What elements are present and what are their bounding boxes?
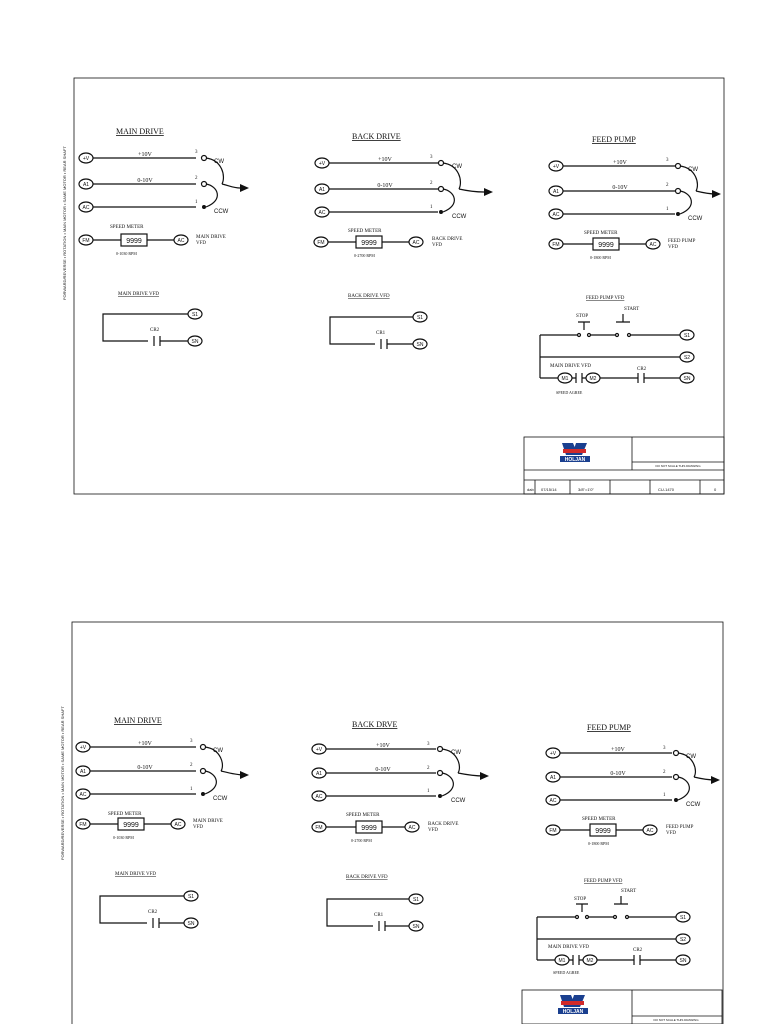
rpm-range: 0-1030 RPM: [116, 251, 137, 256]
terminal-fm: [76, 819, 90, 829]
svg-text:S1: S1: [191, 312, 199, 318]
contact-label: CR2: [633, 948, 643, 953]
main-drive-vfd-control: [100, 872, 198, 928]
label-cw: CW: [451, 750, 461, 756]
contact-label: CR2: [148, 910, 158, 915]
terminal-m1: [558, 373, 572, 383]
svg-text:FM: FM: [549, 828, 557, 834]
svg-text:SN: SN: [191, 339, 199, 345]
pin-3: 3: [427, 742, 430, 747]
terminal-ac-meter: [174, 235, 188, 245]
svg-text:+V: +V: [315, 747, 323, 753]
vfd-label: FEED PUMP: [668, 239, 696, 244]
speed-meter-value: 9999: [361, 240, 377, 247]
svg-text:A1: A1: [315, 771, 323, 777]
terminal-sn: [188, 336, 202, 346]
speed-meter-value: 9999: [123, 822, 139, 829]
rpm-range: 0-2700 RPM: [351, 838, 372, 843]
terminal-fm: [312, 822, 326, 832]
label-0-10v: 0-10V: [375, 767, 391, 773]
terminal-ac: [76, 789, 90, 799]
rpm-range: 0-1800 RPM: [590, 255, 611, 260]
sheet-2: [60, 622, 723, 1024]
svg-text:AC: AC: [549, 798, 557, 804]
control-title: FEED PUMP VFD: [586, 296, 625, 301]
speed-meter-value: 9999: [598, 242, 614, 249]
title-block: [522, 990, 722, 1024]
speed-agree-label: SPEED AGREE: [556, 390, 583, 395]
label-10v: +10V: [613, 160, 627, 166]
terminal-v: [315, 158, 329, 168]
svg-text:SN: SN: [412, 924, 420, 930]
terminal-ac: [549, 209, 563, 219]
terminal-s2: [680, 352, 694, 362]
terminal-sn: [409, 921, 423, 931]
terminal-a1: [549, 186, 563, 196]
label-ccw: CCW: [686, 802, 701, 808]
feed-pump-section: [546, 723, 720, 846]
terminal-sn: [680, 373, 694, 383]
svg-text:+V: +V: [79, 745, 87, 751]
contact-label: CR2: [637, 367, 647, 372]
feed-pump-title: FEED PUMP: [592, 135, 636, 144]
feed-pump-section: [549, 135, 721, 260]
svg-text:AC: AC: [552, 212, 560, 218]
svg-text:VFD: VFD: [668, 245, 679, 250]
speed-meter-label: SPEED METER: [584, 231, 618, 236]
terminal-s1: [409, 894, 423, 904]
terminal-ac-meter: [171, 819, 185, 829]
svg-text:AC: AC: [408, 825, 416, 831]
svg-text:FM: FM: [315, 825, 323, 831]
main-drive-vfd-control: [103, 292, 202, 346]
title-block: [524, 437, 724, 494]
terminal-s1: [680, 330, 694, 340]
main-drive-section: [76, 716, 249, 840]
main-drive-section: [79, 127, 249, 256]
svg-text:M1: M1: [558, 958, 566, 964]
pin-3: 3: [666, 158, 669, 163]
terminal-m1: [555, 955, 569, 965]
pin-1: 1: [190, 787, 193, 792]
main-drive-title: MAIN DRIVE: [116, 127, 164, 136]
svg-text:AC: AC: [79, 792, 87, 798]
svg-text:AC: AC: [174, 822, 182, 828]
terminal-s1: [676, 912, 690, 922]
speed-agree-label: SPEED AGREE: [553, 970, 580, 975]
speed-meter-label: SPEED METER: [348, 229, 382, 234]
svg-text:S1: S1: [416, 315, 424, 321]
terminal-sn: [413, 339, 427, 349]
svg-text:AC: AC: [412, 240, 420, 246]
sheet-border: [72, 622, 723, 1024]
control-title: FEED PUMP VFD: [584, 879, 623, 884]
label-cw: CW: [686, 754, 696, 760]
stop-label: STOP: [574, 897, 587, 902]
terminal-ac: [79, 202, 93, 212]
svg-text:A1: A1: [552, 189, 560, 195]
terminal-a1: [315, 184, 329, 194]
svg-text:A1: A1: [549, 775, 557, 781]
back-drive-vfd-control: [327, 875, 423, 931]
svg-text:M1: M1: [561, 376, 569, 382]
svg-text:+V: +V: [549, 751, 557, 757]
vfd-label: MAIN DRIVE: [193, 819, 223, 824]
speed-meter-label: SPEED METER: [582, 817, 616, 822]
pin-2: 2: [663, 770, 666, 775]
terminal-a1: [79, 179, 93, 189]
label-cw: CW: [452, 164, 462, 170]
label-10v: +10V: [138, 152, 152, 158]
holjan-logo: [560, 443, 590, 463]
terminal-v: [79, 153, 93, 163]
terminal-ac-meter: [409, 237, 423, 247]
label-10v: +10V: [138, 741, 152, 747]
rpm-range: 0-1030 RPM: [113, 835, 134, 840]
terminal-ac: [312, 791, 326, 801]
pin-3: 3: [663, 746, 666, 751]
label-0-10v: 0-10V: [137, 765, 153, 771]
vfd-label: MAIN DRIVE: [196, 235, 226, 240]
label-0-10v: 0-10V: [612, 185, 628, 191]
scale: 3/8"=1'0": [578, 487, 594, 492]
label-ccw: CCW: [214, 209, 229, 215]
pin-3: 3: [430, 155, 433, 160]
svg-text:SN: SN: [187, 921, 195, 927]
pin-1: 1: [195, 200, 198, 205]
terminal-s1: [188, 309, 202, 319]
svg-text:S2: S2: [683, 355, 691, 361]
terminal-v: [549, 161, 563, 171]
control-title: MAIN DRIVE VFD: [115, 872, 157, 877]
label-cw: CW: [688, 167, 698, 173]
date: 07/15/14: [541, 487, 557, 492]
svg-text:VFD: VFD: [196, 241, 207, 246]
revision: 0: [714, 487, 717, 492]
company-name: HOLJAN: [564, 457, 586, 463]
svg-text:SN: SN: [683, 376, 691, 382]
terminal-m2: [586, 373, 600, 383]
pin-2: 2: [427, 766, 430, 771]
label-cw: CW: [214, 159, 224, 165]
pin-2: 2: [195, 176, 198, 181]
terminal-a1: [312, 768, 326, 778]
svg-text:A1: A1: [318, 187, 326, 193]
drawing-number: CU-1470: [658, 487, 675, 492]
svg-text:FM: FM: [552, 242, 560, 248]
control-title: BACK DRIVE VFD: [346, 875, 388, 880]
back-drive-title: BACK DRVE: [352, 720, 398, 729]
svg-text:S1: S1: [679, 915, 687, 921]
scale-note: DO NOT SCALE THIS DRAWING: [655, 464, 701, 468]
terminal-fm: [314, 237, 328, 247]
label-0-10v: 0-10V: [377, 183, 393, 189]
svg-text:AC: AC: [646, 828, 654, 834]
company-name: HOLJAN: [562, 1009, 584, 1015]
pin-2: 2: [666, 183, 669, 188]
pin-3: 3: [190, 739, 193, 744]
main-drive-vfd-label: MAIN DRIVE VFD: [550, 364, 592, 369]
speed-meter-label: SPEED METER: [108, 812, 142, 817]
terminal-v: [312, 744, 326, 754]
terminal-sn: [184, 918, 198, 928]
speed-meter-value: 9999: [595, 828, 611, 835]
control-title: MAIN DRIVE VFD: [118, 292, 160, 297]
back-drive-title: BACK DRIVE: [352, 132, 401, 141]
rpm-range: 0-2700 RPM: [354, 253, 375, 258]
sheet-1: [62, 78, 724, 494]
stop-label: STOP: [576, 314, 589, 319]
svg-text:FM: FM: [79, 822, 87, 828]
label-0-10v: 0-10V: [610, 771, 626, 777]
pin-1: 1: [663, 793, 666, 798]
holjan-logo: [558, 995, 588, 1015]
svg-text:SN: SN: [416, 342, 424, 348]
vfd-label: FEED PUMP: [666, 825, 694, 830]
speed-meter-label: SPEED METER: [110, 225, 144, 230]
label-cw: CW: [213, 748, 223, 754]
svg-text:VFD: VFD: [193, 825, 204, 830]
terminal-ac-meter: [643, 825, 657, 835]
speed-meter-label: SPEED METER: [346, 813, 380, 818]
terminal-ac-meter: [646, 239, 660, 249]
label-ccw: CCW: [688, 216, 703, 222]
pin-1: 1: [666, 207, 669, 212]
pin-2: 2: [430, 181, 433, 186]
svg-text:M2: M2: [589, 376, 597, 382]
terminal-ac: [546, 795, 560, 805]
vfd-label: BACK DRIVE: [428, 822, 459, 827]
side-revision-text: FORWARD/REVERSE • ROTATION • MAIN MOTOR • SAME MOTOR • REAR SHAFT: [60, 706, 65, 860]
svg-text:S1: S1: [412, 897, 420, 903]
svg-text:AC: AC: [177, 238, 185, 244]
main-drive-title: MAIN DRIVE: [114, 716, 162, 725]
svg-text:AC: AC: [649, 242, 657, 248]
back-drive-section: [312, 720, 489, 843]
label-ccw: CCW: [452, 214, 467, 220]
terminal-v: [546, 748, 560, 758]
label-10v: +10V: [376, 743, 390, 749]
feed-pump-vfd-control: [540, 296, 694, 395]
pin-1: 1: [427, 789, 430, 794]
feed-pump-vfd-control: [537, 879, 690, 975]
label-10v: +10V: [378, 157, 392, 163]
svg-text:VFD: VFD: [666, 831, 677, 836]
speed-meter-value: 9999: [361, 825, 377, 832]
terminal-a1: [546, 772, 560, 782]
terminal-ac: [315, 207, 329, 217]
side-revision-text: FORWARD/REVERSE • ROTATION • MAIN MOTOR • SAME MOTOR • REAR SHAFT: [62, 146, 67, 300]
label-ccw: CCW: [213, 796, 228, 802]
main-drive-vfd-label: MAIN DRIVE VFD: [548, 945, 590, 950]
svg-text:+V: +V: [318, 161, 326, 167]
back-drive-section: [314, 132, 493, 258]
svg-text:AC: AC: [82, 205, 90, 211]
terminal-sn: [676, 955, 690, 965]
svg-text:FM: FM: [82, 238, 90, 244]
svg-text:S1: S1: [683, 333, 691, 339]
svg-text:AC: AC: [318, 210, 326, 216]
terminal-m2: [583, 955, 597, 965]
pin-1: 1: [430, 205, 433, 210]
terminal-v: [76, 742, 90, 752]
speed-meter-value: 9999: [126, 238, 142, 245]
terminal-s2: [676, 934, 690, 944]
drawn-by: dab: [527, 487, 534, 492]
svg-text:A1: A1: [82, 182, 90, 188]
terminal-fm: [546, 825, 560, 835]
terminal-s1: [184, 891, 198, 901]
vfd-label: BACK DRIVE: [432, 237, 463, 242]
svg-text:VFD: VFD: [428, 828, 439, 833]
feed-pump-title: FEED PUMP: [587, 723, 631, 732]
svg-text:VFD: VFD: [432, 243, 443, 248]
svg-text:M2: M2: [586, 958, 594, 964]
label-0-10v: 0-10V: [137, 178, 153, 184]
label-ccw: CCW: [451, 798, 466, 804]
svg-text:AC: AC: [315, 794, 323, 800]
label-10v: +10V: [611, 747, 625, 753]
rpm-range: 0-1800 RPM: [588, 841, 609, 846]
svg-text:+V: +V: [82, 156, 90, 162]
start-label: START: [624, 307, 640, 312]
scale-note: DO NOT SCALE THIS DRAWING: [653, 1018, 699, 1022]
back-drive-vfd-control: [330, 294, 427, 349]
control-title: BACK DRIVE VFD: [348, 294, 390, 299]
svg-text:SN: SN: [679, 958, 687, 964]
pin-3: 3: [195, 150, 198, 155]
svg-text:+V: +V: [552, 164, 560, 170]
terminal-ac-meter: [405, 822, 419, 832]
contact-label: CR2: [150, 328, 160, 333]
terminal-fm: [79, 235, 93, 245]
svg-text:A1: A1: [79, 769, 87, 775]
svg-text:FM: FM: [317, 240, 325, 246]
contact-label: CR1: [374, 913, 384, 918]
svg-text:S1: S1: [187, 894, 195, 900]
pin-2: 2: [190, 763, 193, 768]
contact-label: CR1: [376, 331, 386, 336]
terminal-a1: [76, 766, 90, 776]
terminal-fm: [549, 239, 563, 249]
svg-text:S2: S2: [679, 937, 687, 943]
start-label: START: [621, 889, 637, 894]
terminal-s1: [413, 312, 427, 322]
